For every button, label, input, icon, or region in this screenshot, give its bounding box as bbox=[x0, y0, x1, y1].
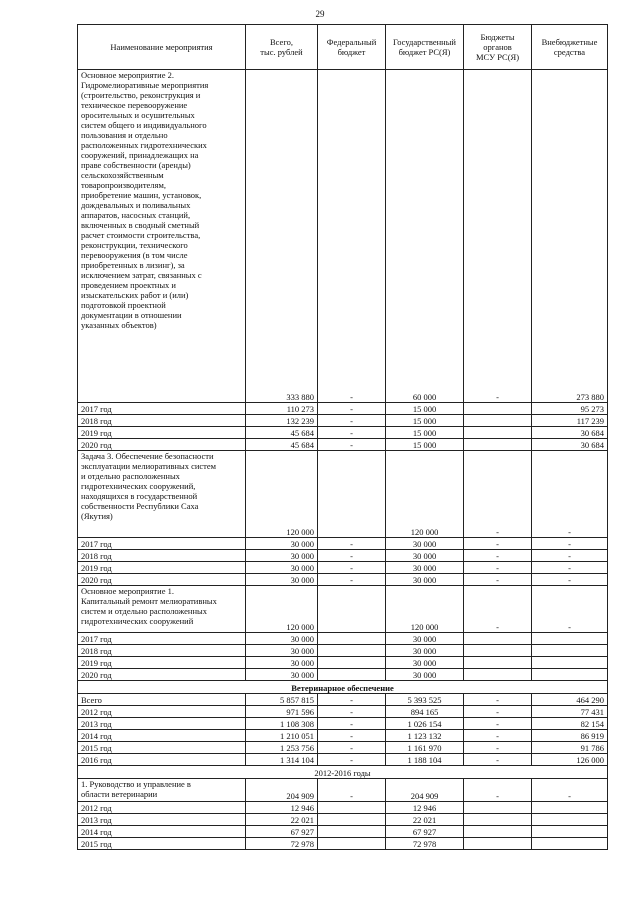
cell-state: 15 000 bbox=[386, 427, 464, 439]
cell-state: 120 000 bbox=[386, 451, 464, 538]
cell-state: 204 909 bbox=[386, 779, 464, 802]
budget-table bbox=[77, 24, 608, 850]
cell-extra: 117 239 bbox=[532, 415, 608, 427]
cell-year: 2017 год bbox=[78, 633, 246, 645]
cell-state: 1 188 104 bbox=[386, 754, 464, 766]
cell-total: 110 273 bbox=[246, 403, 318, 415]
cell-municipal bbox=[464, 403, 532, 415]
table-row bbox=[78, 694, 608, 706]
cell-municipal bbox=[464, 427, 532, 439]
cell-federal bbox=[318, 838, 386, 850]
table-row bbox=[78, 550, 608, 562]
cell-federal: - bbox=[318, 550, 386, 562]
cell-year: 2020 год bbox=[78, 669, 246, 681]
cell-total: 120 000 bbox=[246, 451, 318, 538]
cell-municipal: - bbox=[464, 718, 532, 730]
page-number: 29 bbox=[315, 9, 325, 19]
cell-extra: 273 880 bbox=[532, 70, 608, 403]
cell-year: 2020 год bbox=[78, 439, 246, 451]
cell-municipal: - bbox=[464, 451, 532, 538]
header-extra: Внебюджетные средства bbox=[532, 25, 608, 70]
cell-state: 1 026 154 bbox=[386, 718, 464, 730]
cell-state: 12 946 bbox=[386, 802, 464, 814]
cell-extra bbox=[532, 802, 608, 814]
table-row bbox=[78, 574, 608, 586]
cell-extra bbox=[532, 657, 608, 669]
cell-year: 2018 год bbox=[78, 415, 246, 427]
cell-federal bbox=[318, 645, 386, 657]
cell-extra bbox=[532, 826, 608, 838]
cell-federal: - bbox=[318, 730, 386, 742]
cell-extra: - bbox=[532, 538, 608, 550]
cell-state: 15 000 bbox=[386, 415, 464, 427]
cell-year: 2012 год bbox=[78, 706, 246, 718]
cell-state: 1 161 970 bbox=[386, 742, 464, 754]
cell-municipal bbox=[464, 669, 532, 681]
cell-federal: - bbox=[318, 754, 386, 766]
cell-federal: - bbox=[318, 427, 386, 439]
cell-federal: - bbox=[318, 538, 386, 550]
cell-federal: - bbox=[318, 415, 386, 427]
section-row bbox=[78, 681, 608, 694]
cell-state: 30 000 bbox=[386, 574, 464, 586]
cell-state: 30 000 bbox=[386, 645, 464, 657]
table-row bbox=[78, 754, 608, 766]
cell-municipal: - bbox=[464, 730, 532, 742]
table-row bbox=[78, 838, 608, 850]
cell-total: 30 000 bbox=[246, 645, 318, 657]
cell-total: 30 000 bbox=[246, 633, 318, 645]
table-row bbox=[78, 415, 608, 427]
cell-extra: 77 431 bbox=[532, 706, 608, 718]
cell-extra bbox=[532, 814, 608, 826]
cell-state: 30 000 bbox=[386, 633, 464, 645]
cell-year: 2019 год bbox=[78, 427, 246, 439]
block-title: Основное мероприятие 2. Гидромелиоративные мероприятия (строительство, реконструкция и техническое перевооружение оросительных и осушительных систем общего и индивидуального пользования и отдельно расположенных гидротехнических сооружений, принадлежащих на праве собственности (аренды) сельскохозяйственным товаропроизводителям, приобретение машин, установок, дождевальных и поливальных аппаратов, насосных станций, включенных в сводный сметный расчет стоимости строительства, реконструкции, технического перевооружения (в том числе приобретенных в лизинг), за исключением затрат, связанных с проведением проектных и изыскательских работ и (или) подготовкой проектной документации в отношении указанных объектов) bbox=[78, 70, 246, 403]
cell-state: 15 000 bbox=[386, 403, 464, 415]
header-total: Всего, тыс. рублей bbox=[246, 25, 318, 70]
cell-state: 30 000 bbox=[386, 538, 464, 550]
block-row bbox=[78, 586, 608, 633]
cell-state: 30 000 bbox=[386, 550, 464, 562]
table-row bbox=[78, 562, 608, 574]
cell-total: 30 000 bbox=[246, 669, 318, 681]
cell-year: Всего bbox=[78, 694, 246, 706]
header-name: Наименование мероприятия bbox=[78, 25, 246, 70]
cell-year: 2015 год bbox=[78, 742, 246, 754]
cell-municipal: - bbox=[464, 754, 532, 766]
cell-extra: 95 273 bbox=[532, 403, 608, 415]
cell-federal bbox=[318, 814, 386, 826]
table-row bbox=[78, 633, 608, 645]
cell-extra: 30 684 bbox=[532, 427, 608, 439]
cell-extra: 30 684 bbox=[532, 439, 608, 451]
table-row bbox=[78, 427, 608, 439]
cell-state: 60 000 bbox=[386, 70, 464, 403]
cell-state: 894 165 bbox=[386, 706, 464, 718]
cell-federal bbox=[318, 826, 386, 838]
cell-extra: - bbox=[532, 550, 608, 562]
cell-year: 2020 год bbox=[78, 574, 246, 586]
cell-year: 2014 год bbox=[78, 730, 246, 742]
cell-federal: - bbox=[318, 562, 386, 574]
cell-extra: - bbox=[532, 451, 608, 538]
cell-federal: - bbox=[318, 742, 386, 754]
cell-year: 2012 год bbox=[78, 802, 246, 814]
cell-total: 204 909 bbox=[246, 779, 318, 802]
cell-federal: - bbox=[318, 718, 386, 730]
cell-federal: - bbox=[318, 779, 386, 802]
cell-municipal bbox=[464, 657, 532, 669]
table-row bbox=[78, 742, 608, 754]
block-title: Задача 3. Обеспечение безопасности эксплуатации мелиоративных систем и отдельно расположенных гидротехнических сооружений, находящихся в государственной собственности Республики Саха (Якутия) bbox=[78, 451, 246, 538]
cell-total: 1 108 308 bbox=[246, 718, 318, 730]
cell-federal bbox=[318, 669, 386, 681]
cell-municipal bbox=[464, 826, 532, 838]
cell-year: 2019 год bbox=[78, 562, 246, 574]
block-title: Основное мероприятие 1. Капитальный ремонт мелиоративных систем и отдельно расположенных гидротехнических сооружений bbox=[78, 586, 246, 633]
cell-year: 2018 год bbox=[78, 550, 246, 562]
cell-federal: - bbox=[318, 403, 386, 415]
cell-total: 1 314 104 bbox=[246, 754, 318, 766]
cell-extra: - bbox=[532, 779, 608, 802]
section-row bbox=[78, 766, 608, 779]
table-row bbox=[78, 718, 608, 730]
cell-municipal bbox=[464, 814, 532, 826]
cell-year: 2018 год bbox=[78, 645, 246, 657]
table-row bbox=[78, 802, 608, 814]
cell-federal bbox=[318, 586, 386, 633]
table-row bbox=[78, 439, 608, 451]
cell-total: 132 239 bbox=[246, 415, 318, 427]
section-years: 2012-2016 годы bbox=[78, 766, 608, 779]
block-title: 1. Руководство и управление в области ветеринарии bbox=[78, 779, 246, 802]
cell-municipal: - bbox=[464, 562, 532, 574]
cell-extra: - bbox=[532, 562, 608, 574]
cell-total: 1 253 756 bbox=[246, 742, 318, 754]
cell-total: 12 946 bbox=[246, 802, 318, 814]
cell-year: 2017 год bbox=[78, 538, 246, 550]
cell-year: 2014 год bbox=[78, 826, 246, 838]
cell-total: 971 596 bbox=[246, 706, 318, 718]
cell-year: 2015 год bbox=[78, 838, 246, 850]
cell-year: 2019 год bbox=[78, 657, 246, 669]
cell-total: 30 000 bbox=[246, 657, 318, 669]
cell-federal bbox=[318, 802, 386, 814]
cell-total: 5 857 815 bbox=[246, 694, 318, 706]
table-row bbox=[78, 657, 608, 669]
cell-year: 2013 год bbox=[78, 814, 246, 826]
table-row bbox=[78, 669, 608, 681]
cell-extra: - bbox=[532, 574, 608, 586]
cell-state: 120 000 bbox=[386, 586, 464, 633]
cell-total: 45 684 bbox=[246, 439, 318, 451]
cell-total: 30 000 bbox=[246, 574, 318, 586]
cell-municipal: - bbox=[464, 779, 532, 802]
cell-extra: - bbox=[532, 586, 608, 633]
cell-total: 1 210 051 bbox=[246, 730, 318, 742]
cell-total: 30 000 bbox=[246, 538, 318, 550]
cell-total: 30 000 bbox=[246, 550, 318, 562]
cell-federal: - bbox=[318, 706, 386, 718]
table-row bbox=[78, 730, 608, 742]
table-row bbox=[78, 403, 608, 415]
cell-total: 120 000 bbox=[246, 586, 318, 633]
cell-extra bbox=[532, 838, 608, 850]
cell-municipal bbox=[464, 838, 532, 850]
table-row bbox=[78, 814, 608, 826]
cell-state: 72 978 bbox=[386, 838, 464, 850]
cell-federal bbox=[318, 451, 386, 538]
section-title: Ветеринарное обеспечение bbox=[78, 681, 608, 694]
cell-federal bbox=[318, 633, 386, 645]
table-row bbox=[78, 538, 608, 550]
cell-municipal: - bbox=[464, 694, 532, 706]
cell-municipal: - bbox=[464, 538, 532, 550]
cell-extra: 464 290 bbox=[532, 694, 608, 706]
cell-federal: - bbox=[318, 439, 386, 451]
header-municipal: Бюджеты органов МСУ РС(Я) bbox=[464, 25, 532, 70]
cell-federal: - bbox=[318, 694, 386, 706]
cell-state: 15 000 bbox=[386, 439, 464, 451]
cell-extra: 126 000 bbox=[532, 754, 608, 766]
cell-year: 2013 год bbox=[78, 718, 246, 730]
cell-extra: 91 786 bbox=[532, 742, 608, 754]
cell-municipal bbox=[464, 439, 532, 451]
cell-state: 30 000 bbox=[386, 657, 464, 669]
table-row bbox=[78, 645, 608, 657]
cell-state: 22 021 bbox=[386, 814, 464, 826]
table-row bbox=[78, 706, 608, 718]
table-header-row bbox=[78, 25, 608, 70]
header-federal: Федеральный бюджет bbox=[318, 25, 386, 70]
header-state: Государственный бюджет РС(Я) bbox=[386, 25, 464, 70]
cell-total: 72 978 bbox=[246, 838, 318, 850]
cell-municipal: - bbox=[464, 70, 532, 403]
block-row bbox=[78, 70, 608, 403]
cell-state: 30 000 bbox=[386, 669, 464, 681]
cell-extra: 82 154 bbox=[532, 718, 608, 730]
cell-federal bbox=[318, 657, 386, 669]
cell-state: 5 393 525 bbox=[386, 694, 464, 706]
cell-extra bbox=[532, 633, 608, 645]
cell-state: 30 000 bbox=[386, 562, 464, 574]
cell-municipal bbox=[464, 645, 532, 657]
cell-municipal: - bbox=[464, 586, 532, 633]
cell-total: 67 927 bbox=[246, 826, 318, 838]
cell-total: 30 000 bbox=[246, 562, 318, 574]
cell-federal: - bbox=[318, 70, 386, 403]
block-row bbox=[78, 451, 608, 538]
block-row bbox=[78, 779, 608, 802]
cell-total: 333 880 bbox=[246, 70, 318, 403]
cell-municipal bbox=[464, 415, 532, 427]
cell-municipal bbox=[464, 633, 532, 645]
cell-state: 67 927 bbox=[386, 826, 464, 838]
cell-municipal: - bbox=[464, 550, 532, 562]
cell-municipal: - bbox=[464, 742, 532, 754]
cell-year: 2017 год bbox=[78, 403, 246, 415]
cell-total: 22 021 bbox=[246, 814, 318, 826]
cell-municipal: - bbox=[464, 574, 532, 586]
cell-total: 45 684 bbox=[246, 427, 318, 439]
cell-extra bbox=[532, 645, 608, 657]
cell-municipal: - bbox=[464, 706, 532, 718]
cell-federal: - bbox=[318, 574, 386, 586]
cell-state: 1 123 132 bbox=[386, 730, 464, 742]
cell-extra: 86 919 bbox=[532, 730, 608, 742]
cell-extra bbox=[532, 669, 608, 681]
table-row bbox=[78, 826, 608, 838]
cell-year: 2016 год bbox=[78, 754, 246, 766]
cell-municipal bbox=[464, 802, 532, 814]
